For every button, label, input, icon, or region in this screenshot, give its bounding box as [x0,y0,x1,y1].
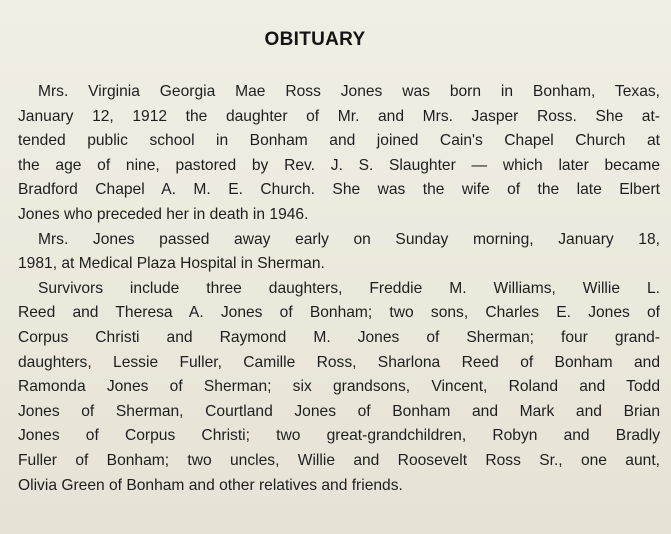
text-line: January 12, 1912 the daughter of Mr. and Mrs. Jasper Ross. She at- [18,107,660,125]
paragraph-birth [18,80,660,228]
text-line: Survivors include three daughters, Freddie M. Williams, Willie L. [38,279,660,297]
text-line: Jones who preceded her in death in 1946. [18,205,309,223]
text-line: Corpus Christi and Raymond M. Jones of Sherman; four grand- [18,328,660,346]
text-line: Reed and Theresa A. Jones of Bonham; two sons, Charles E. Jones of [18,304,660,322]
text-line: Mrs. Jones passed away early on Sunday morning, January 18, [38,230,660,248]
text-line: Ramonda Jones of Sherman; six grandsons, Vincent, Roland and Todd [18,378,660,396]
text-line: Mrs. Virginia Georgia Mae Ross Jones was born in Bonham, Texas, [38,83,660,100]
obituary-body [18,80,660,498]
page-title: OBITUARY [264,29,366,50]
text-line: the age of nine, pastored by Rev. J. S. Slaughter — which later became [18,156,660,174]
paragraph-death [18,228,660,277]
text-line: Jones of Corpus Christi; two great-grandchildren, Robyn and Bradly [18,427,660,445]
text-line: Olivia Green of Bonham and other relatives and friends. [18,476,403,494]
text-line: Fuller of Bonham; two uncles, Willie and Roosevelt Ross Sr., one aunt, [18,451,660,469]
text-line: daughters, Lessie Fuller, Camille Ross, Sharlona Reed of Bonham and [18,353,660,371]
text-line: Jones of Sherman, Courtland Jones of Bonham and Mark and Brian [18,402,660,420]
text-line: Bradford Chapel A. M. E. Church. She was the wife of the late Elbert [18,181,660,199]
text-line: 1981, at Medical Plaza Hospital in Sherman. [18,255,325,273]
text-line: tended public school in Bonham and joined Cain's Chapel Church at [18,132,660,150]
paragraph-survivors [18,277,660,498]
